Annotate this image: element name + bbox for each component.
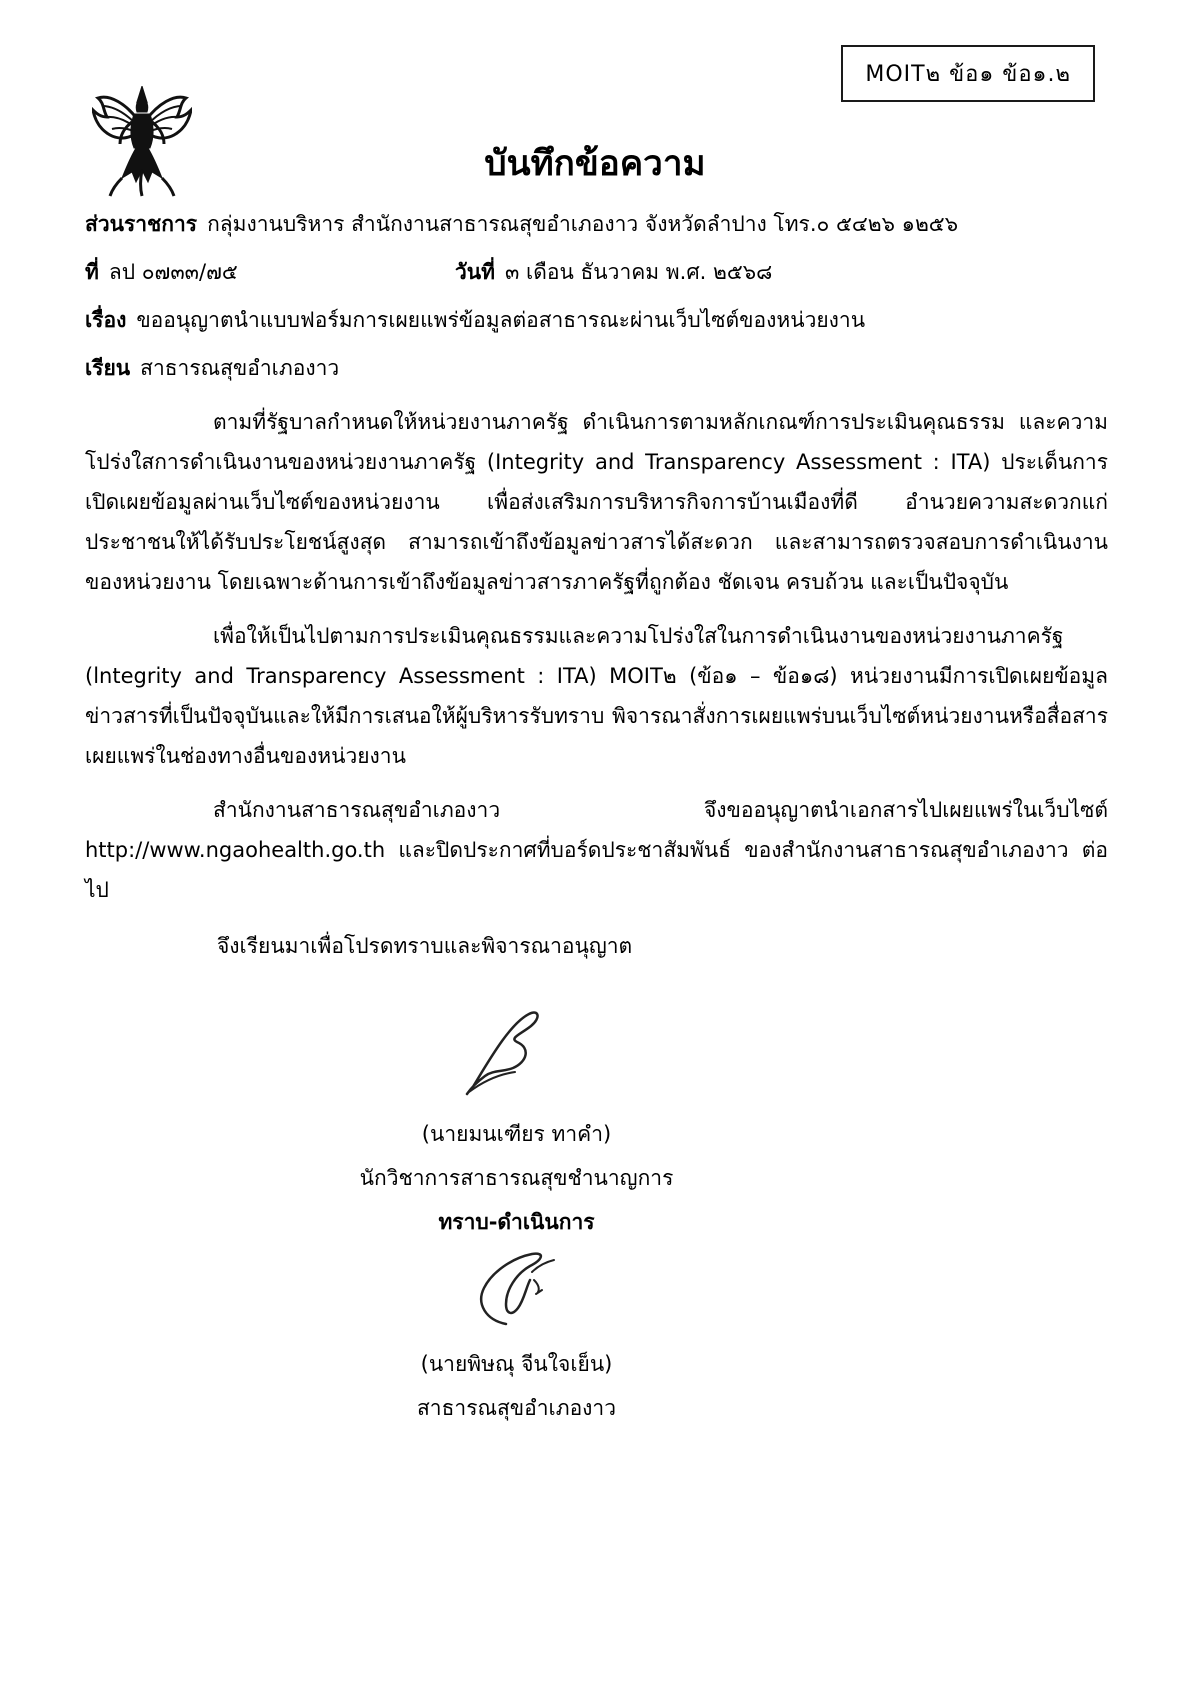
- signature-2-icon: [462, 1250, 572, 1328]
- signer1-name: (นายมนเฑียร ทาคำ): [421, 1122, 612, 1146]
- meta-number-date-row: [85, 252, 1108, 292]
- signature-block: [5, 990, 1028, 1430]
- body-paragraph-3: สำนักงานสาธารณสุขอำเภองาว จึงขออนุญาตนำเอกสารไปเผยแพร่ในเว็บไซต์ http://www.ngaohealth.go.th และปิดประกาศที่บอร์ดประชาสัมพันธ์ ของสำนักงานสาธารณสุขอำเภองาว ต่อไป: [85, 798, 1108, 902]
- memo-content: [85, 204, 1108, 1430]
- meta-subject-row: [85, 300, 1108, 340]
- meta-department-row: [85, 204, 1108, 244]
- signature-1-icon: [457, 1006, 577, 1098]
- meta-to-row: [85, 348, 1108, 388]
- department-label: ส่วนราชการ: [85, 212, 198, 236]
- subject-label: เรื่อง: [85, 308, 127, 332]
- date-value: ๓ เดือน ธันวาคม พ.ศ. ๒๕๖๘: [505, 260, 773, 284]
- department-value: กลุ่มงานบริหาร สำนักงานสาธารณสุขอำเภองาว จังหวัดลำปาง โทร.๐ ๕๔๒๖ ๑๒๕๖: [207, 212, 959, 236]
- signer2-title: สาธารณสุขอำเภองาว: [416, 1396, 617, 1420]
- page-title: บันทึกข้อความ: [484, 144, 706, 184]
- date-label: วันที่: [455, 260, 495, 284]
- doc-number-label: ที่: [85, 260, 99, 284]
- date-part: [455, 252, 772, 292]
- signer2-name: (นายพิษณุ จีนใจเย็น): [420, 1352, 613, 1376]
- doc-number-value: ลป ๐๗๓๓/๗๕: [108, 260, 238, 284]
- subject-value: ขออนุญาตนำแบบฟอร์มการเผยแพร่ข้อมูลต่อสาธารณะผ่านเว็บไซต์ของหน่วยงาน: [136, 308, 866, 332]
- ack-action-label: ทราบ-ดำเนินการ: [438, 1210, 595, 1234]
- signer1-title: นักวิชาการสาธารณสุขชำนาญการ: [359, 1166, 674, 1190]
- document-tag-label: MOIT๒ ข้อ๑ ข้อ๑.๒: [865, 62, 1071, 87]
- to-label: เรียน: [85, 356, 131, 380]
- body-paragraph-2: เพื่อให้เป็นไปตามการประเมินคุณธรรมและความโปร่งใสในการดำเนินงานของหน่วยงานภาครัฐ (lntegrity and Transparency Assessment : ITA) MOIT๒ (ข้อ๑ – ข้อ๑๘) หน่วยงานมีการเปิดเผยข้อมูลข่าวสารที่เป็นปัจจุบันและให้มีการเสนอให้ผู้บริหารรับทราบ พิจารณาสั่งการเผยแพร่บนเว็บไซต์หน่วยงานหรือสื่อสารเผยแพร่ในช่องทางอื่นของหน่วยงาน: [85, 624, 1108, 768]
- closing-line: จึงเรียนมาเพื่อโปรดทราบและพิจารณาอนุญาต: [217, 934, 633, 958]
- to-value: สาธารณสุขอำเภองาว: [140, 356, 340, 380]
- body-paragraph-1: ตามที่รัฐบาลกำหนดให้หน่วยงานภาครัฐ ดำเนินการตามหลักเกณฑ์การประเมินคุณธรรม และความโปร่งใสการดำเนินงานของหน่วยงานภาครัฐ (Integrity and Transparency Assessment : ITA) ประเด็นการเปิดเผยข้อมูลผ่านเว็บไซต์ของหน่วยงาน เพื่อส่งเสริมการบริหารกิจการบ้านเมืองที่ดี อำนวยความสะดวกแก่ประชาชนให้ได้รับประโยชน์สูงสุด สามารถเข้าถึงข้อมูลข่าวสารได้สะดวก และสามารถตรวจสอบการดำเนินงานของหน่วยงาน โดยเฉพาะด้านการเข้าถึงข้อมูลข่าวสารภาครัฐที่ถูกต้อง ชัดเจน ครบถ้วน และเป็นปัจจุบัน: [85, 410, 1108, 594]
- document-tag-box: [841, 45, 1095, 102]
